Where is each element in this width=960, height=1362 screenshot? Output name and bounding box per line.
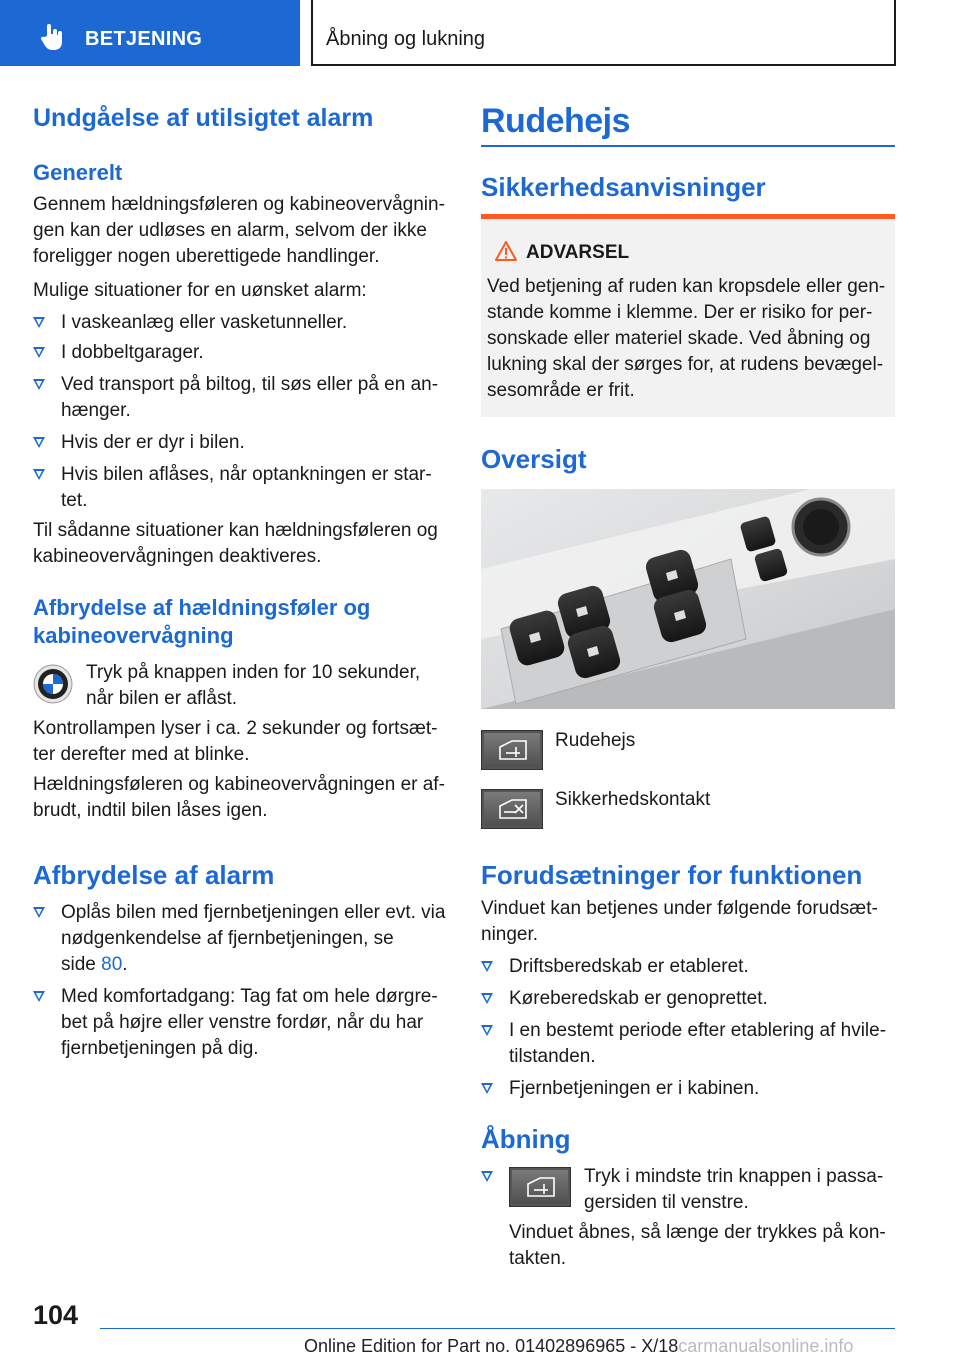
heading-generelt: Generelt xyxy=(33,160,123,185)
bullet-triangle-icon xyxy=(481,993,493,1004)
window-lift-icon xyxy=(498,739,528,761)
text-line: fjernbetjeningen på dig. xyxy=(61,1038,259,1059)
text-line: Køreberedskab er genoprettet. xyxy=(509,988,768,1009)
paragraph-afbrudt xyxy=(33,772,445,824)
paragraph-tryk-knap xyxy=(86,660,446,712)
paragraph-vinduet-aabnes xyxy=(509,1220,899,1272)
text-line: I dobbeltgarager. xyxy=(61,342,204,363)
heading-forudsaetninger: Forudsætninger for funktionen xyxy=(481,860,863,890)
text-line: bet på højre eller venstre fordør, når du har xyxy=(61,1012,424,1033)
text-line: Hvis bilen aflåses, når optankningen er star- xyxy=(61,464,432,485)
text-line: Driftsberedskab er etableret. xyxy=(509,956,749,977)
text-line: ninger. xyxy=(481,924,539,945)
text-line: Gennem hældningsføleren og kabineovervågnin- xyxy=(33,194,445,215)
text-line: foreligger nogen uberettigede handlinger. xyxy=(33,246,380,267)
text-fragment: side xyxy=(61,954,102,975)
edition-text xyxy=(304,1336,853,1357)
legend-sikkerhedskontakt: Sikkerhedskontakt xyxy=(555,789,711,810)
bullet-triangle-icon xyxy=(481,1083,493,1094)
paragraph-generelt xyxy=(33,192,453,270)
text-line xyxy=(61,952,461,978)
legend-rudehejs: Rudehejs xyxy=(555,730,636,751)
bullet-triangle-icon xyxy=(33,317,45,328)
text-line: Med komfortadgang: Tag fat om hele dørgre- xyxy=(61,986,438,1007)
window-lift-icon xyxy=(526,1176,556,1198)
text-line: Hvis der er dyr i bilen. xyxy=(61,432,245,453)
bullet-triangle-icon xyxy=(481,961,493,972)
text-line: Til sådanne situationer kan hældningsføleren og xyxy=(33,520,438,541)
text-line: hænger. xyxy=(61,400,131,421)
text-fragment: . xyxy=(122,954,128,975)
text-line: Tryk i mindste trin knappen i passa- xyxy=(584,1166,884,1187)
safety-switch-key xyxy=(481,789,543,829)
text-line: Vinduet kan betjenes under følgende forudsæt- xyxy=(481,898,878,919)
door-panel-photo xyxy=(481,489,895,709)
text-line: lukning skal der sørges for, at rudens bevægel- xyxy=(487,354,884,375)
warning-title: ADVARSEL xyxy=(526,242,630,263)
bullet-triangle-icon xyxy=(33,469,45,480)
window-switch-key xyxy=(509,1167,571,1207)
text-line: Oplås bilen med fjernbetjeningen eller evt. via xyxy=(61,902,446,923)
heading-rudehejs: Rudehejs xyxy=(481,102,631,140)
text-line: takten. xyxy=(509,1248,567,1269)
text-line: stande komme i klemme. Der er risiko for per- xyxy=(487,302,873,323)
text-line: Vinduet åbnes, så længe der trykkes på kon- xyxy=(509,1222,886,1243)
bullet-triangle-icon xyxy=(33,379,45,390)
section-tab[interactable] xyxy=(0,0,300,66)
heading-oversigt: Oversigt xyxy=(481,444,587,474)
paragraph-kontrollampe xyxy=(33,716,437,768)
heading-afbrydelse-alarm: Afbrydelse af alarm xyxy=(33,860,275,890)
warning-bar xyxy=(481,214,895,219)
bullet-triangle-icon xyxy=(33,991,45,1002)
safety-switch-icon xyxy=(498,798,528,820)
text-line: nødgenkendelse af fjernbetjeningen, se xyxy=(61,928,394,949)
bullet-triangle-icon xyxy=(33,907,45,918)
footer-divider xyxy=(100,1328,895,1329)
text-line: brudt, indtil bilen låses igen. xyxy=(33,800,268,821)
paragraph-tryk-mindste xyxy=(584,1164,896,1216)
text-line: tet. xyxy=(61,490,88,511)
text-line: når bilen er aflåst. xyxy=(86,688,238,709)
text-line: Kontrollampen lyser i ca. 2 sekunder og fortsæt- xyxy=(33,718,438,739)
divider xyxy=(481,145,895,147)
watermark-text: carmanualsonline.info xyxy=(678,1336,854,1356)
page-reference-link[interactable]: 80 xyxy=(101,954,123,975)
text-line: I en bestemt periode efter etablering af hvile- xyxy=(509,1020,887,1041)
page-number: 104 xyxy=(33,1300,79,1330)
bullet-triangle-icon xyxy=(33,347,45,358)
paragraph-forudsaetninger xyxy=(481,896,878,948)
bmw-button-icon xyxy=(33,664,73,704)
text-line: sonskade eller materiel skade. Ved åbning og xyxy=(487,328,871,349)
heading-sikkerhed: Sikkerhedsanvisninger xyxy=(481,172,766,202)
text-line: I vaskeanlæg eller vasketunneller. xyxy=(61,312,348,333)
bullet-triangle-icon xyxy=(481,1171,493,1182)
heading-afbrydelse-hældning xyxy=(33,594,370,650)
paragraph-situationer: Mulige situationer for en uønsket alarm: xyxy=(33,280,367,301)
bullet-triangle-icon xyxy=(481,1025,493,1036)
hand-pointer-icon xyxy=(38,22,68,52)
warning-triangle-icon xyxy=(494,240,518,262)
text-line: Tryk på knappen inden for 10 sekunder, xyxy=(86,662,421,683)
heading-undgaaelse: Undgåelse af utilsigtet alarm xyxy=(33,104,374,132)
text-line: kabineovervågningen deaktiveres. xyxy=(33,546,322,567)
heading-line: Afbrydelse af hældningsføler og xyxy=(33,595,371,620)
text-line: ter derefter med at blinke. xyxy=(33,744,250,765)
window-switch-key xyxy=(481,730,543,770)
edition-label: Online Edition for Part no. 01402896965 - X/18 xyxy=(304,1336,679,1356)
paragraph-deaktivering xyxy=(33,518,438,570)
section-label: BETJENING xyxy=(85,28,203,50)
warning-text xyxy=(487,274,891,404)
text-line: Hældningsføleren og kabineovervågningen er af- xyxy=(33,774,445,795)
page-title: Åbning og lukning xyxy=(326,28,486,50)
heading-line: kabineovervågning xyxy=(33,623,234,648)
text-line: gersiden til venstre. xyxy=(584,1192,749,1213)
text-line: Fjernbetjeningen er i kabinen. xyxy=(509,1078,760,1099)
text-line: Ved betjening af ruden kan kropsdele eller gen- xyxy=(487,276,886,297)
text-line: Ved transport på biltog, til søs eller på en an- xyxy=(61,374,439,395)
bullet-triangle-icon xyxy=(33,437,45,448)
heading-aabning: Åbning xyxy=(481,1124,571,1154)
text-line: gen kan der udløses en alarm, selvom der ikke xyxy=(33,220,427,241)
text-line: tilstanden. xyxy=(509,1046,596,1067)
text-line: sesområde er frit. xyxy=(487,380,635,401)
